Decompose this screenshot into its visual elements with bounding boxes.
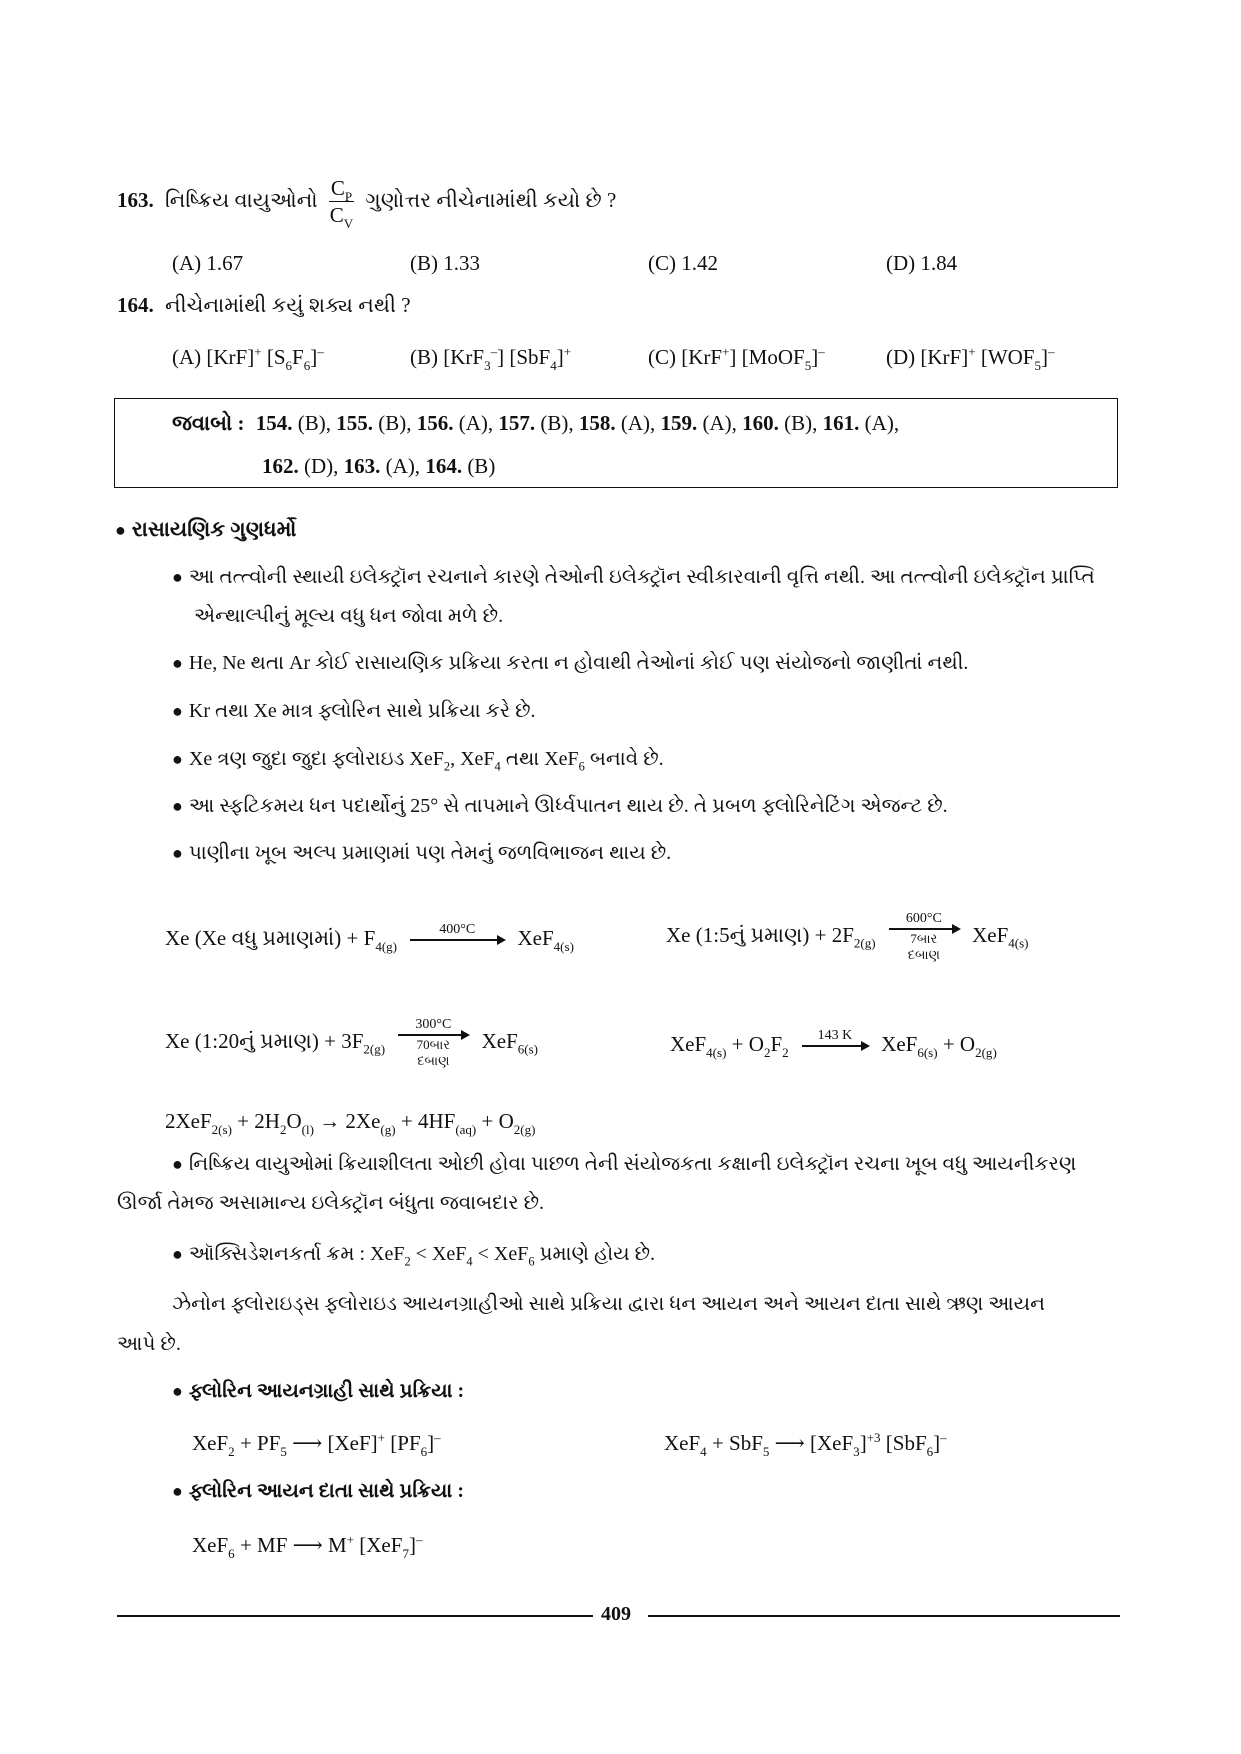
equation-6: $XeF_2 + PF_5$ ⟶ [XeF]+ $[PF_6]^-$ — [192, 1430, 441, 1459]
cp-cv-fraction: $\frac{C_P}{C_V}$ — [329, 176, 354, 231]
option-b: (B) [KrF$_3$–] [SbF$_4$]+ — [410, 344, 572, 373]
paragraph-line: આપે છે. — [117, 1333, 181, 1355]
option-d: (D) 1.84 — [886, 251, 958, 275]
bullet-icon: ● — [172, 1244, 183, 1264]
equation-8: XeF$_6$ + MF ⟶ M+ [XeF$_7$]– — [192, 1532, 423, 1561]
equation-5: $2XeF_{2(s)} + 2H_2O_{(l)} \to 2Xe_{(g)} + 4HF_{(aq)} + O_{2(g)}$ — [165, 1109, 536, 1137]
equation-7: XeF$_4$ + SbF$_5$ ⟶ $[XeF_3]^{+3}$ [SbF$_6$]– — [664, 1430, 947, 1459]
equation-1: Xe (Xe વધુ પ્રમાણમાં) + $F_{4(g)}$ 400°C XeF$_{4(s)}$ — [165, 918, 574, 958]
answer-key-line-2: 162. (D), 163. (A), 164. (B) — [262, 454, 496, 478]
question-163 — [117, 176, 617, 231]
bullet-icon: ● — [172, 749, 183, 769]
equation-4: $XeF_{4(s)} + O_2F_2$ 143 K $XeF_{6(s)} + O_{2(g)}$ — [670, 1024, 997, 1064]
option-d: (D) [KrF]+ $[WOF_5]^-$ — [886, 344, 1055, 373]
reaction-arrow: 400°C — [410, 923, 504, 957]
bullet-icon: ● — [172, 701, 183, 721]
bullet-icon: ● — [172, 796, 183, 816]
reaction-arrow: 300°C 70બાર દબાણ — [398, 1018, 468, 1068]
question-164 — [117, 290, 411, 320]
bullet-item: ● આ તત્ત્વોની સ્થાયી ઇલેક્ટ્રૉન રચનાને કારણે તેઓની ઇલેક્ટ્રૉન સ્વીકારવાની વૃત્તિ નથી. આ તત્ત્વોની ઇલેક્ટ્રૉન પ્રાપ્તિ — [172, 566, 1095, 588]
option-c: (C) [KrF+] [MoOF$_5$]– — [648, 344, 825, 373]
bullet-icon: ● — [172, 567, 183, 587]
equation-2: Xe (1:5નું પ્રમાણ) + $2F_{2(g)}$ 600°C 7બાર દબાણ XeF$_{4(s)}$ — [666, 911, 1029, 962]
reaction-arrow: 600°C 7બાર દબાણ — [889, 912, 959, 962]
bullet-icon: ● — [172, 843, 183, 863]
question-text: નિષ્ક્રિય વાયુઓનો — [165, 187, 318, 212]
question-number: 163. — [117, 187, 154, 212]
bullet-item: ● Kr તથા Xe માત્ર ફ્લોરિન સાથે પ્રક્રિયા કરે છે. — [172, 700, 536, 722]
equation-3: Xe (1:20નું પ્રમાણ) + $3F_{2(g)}$ 300°C 70બાર દબાણ XeF$_{6(s)}$ — [165, 1017, 538, 1068]
footer-rule-left — [117, 1615, 593, 1617]
bullet-icon: ● — [172, 1154, 183, 1174]
bullet-item: ● He, Ne થતા Ar કોઈ રાસાયણિક પ્રક્રિયા કરતા ન હોવાથી તેઓનાં કોઈ પણ સંયોજનો જાણીતાં નથી. — [172, 652, 969, 674]
bullet-item: ● Xe ત્રણ જુદા જુદા ફ્લોરાઇડ XeF$_2$, XeF$_4$ તથા XeF$_6$ બનાવે છે. — [172, 748, 664, 774]
bullet-item: ● પાણીના ખૂબ અલ્પ પ્રમાણમાં પણ તેમનું જળવિભાજન થાય છે. — [172, 842, 672, 864]
question-text: ગુણોત્તર નીચેનામાંથી કયો છે ? — [365, 187, 617, 212]
subheading: ● ફ્લોરિન આયન દાતા સાથે પ્રક્રિયા : — [172, 1480, 464, 1502]
subheading: ● ફ્લોરિન આયનગ્રાહી સાથે પ્રક્રિયા : — [172, 1380, 465, 1402]
reaction-arrow: 143 K — [802, 1029, 868, 1063]
option-b: (B) 1.33 — [410, 251, 480, 275]
paragraph-line: ● નિષ્ક્રિય વાયુઓમાં ક્રિયાશીલતા ઓછી હોવા પાછળ તેની સંયોજકતા કક્ષાની ઇલેક્ટ્રૉન રચના ખૂબ વધુ આયનીકરણ — [172, 1153, 1077, 1175]
page-number: 409 — [601, 1603, 631, 1625]
option-a: (A) 1.67 — [172, 251, 244, 275]
question-number: 164. — [117, 293, 154, 317]
answer-label: જવાબો : — [172, 411, 245, 435]
option-c: (C) 1.42 — [648, 251, 718, 275]
answer-key-line-1: જવાબો : 154. (B), 155. (B), 156. (A), 157. (B), 158. (A), 159. (A), 160. (B), 161. (A), — [172, 411, 900, 435]
bullet-icon: ● — [172, 653, 183, 673]
bullet-icon: ● — [172, 1381, 183, 1401]
paragraph-line: ઝેનોન ફ્લોરાઇડ્સ ફ્લોરાઇડ આયનગ્રાહીઓ સાથે પ્રક્રિયા દ્વારા ધન આયન અને આયન દાતા સાથે ઋણ આયન — [172, 1293, 1045, 1315]
section-heading: ● રાસાયણિક ગુણધર્મો — [115, 517, 297, 541]
paragraph-line: ઊર્જા તેમજ અસામાન્ય ઇલેક્ટ્રૉન બંધુતા જવાબદાર છે. — [117, 1192, 545, 1214]
footer-rule-right — [648, 1615, 1120, 1617]
bullet-item-continuation: એન્થાલ્પીનું મૂલ્ય વધુ ધન જોવા મળે છે. — [194, 605, 504, 627]
option-a: (A) [KrF]+ $[S_6F_6]^-$ — [172, 344, 324, 373]
bullet-item: ● આ સ્ફટિકમય ધન પદાર્થોનું 25° સે તાપમાને ઊર્ધ્વપાતન થાય છે. તે પ્રબળ ફ્લોરિનેટિંગ એજન્ટ છે. — [172, 795, 948, 817]
bullet-icon: ● — [115, 520, 126, 540]
oxidation-order: ● ઑક્સિડેશનકર્તા ક્રમ : XeF$_2$ < XeF$_4$ < XeF$_6$ પ્રમાણે હોય છે. — [172, 1243, 656, 1269]
question-text: નીચેનામાંથી કયું શક્ય નથી ? — [165, 293, 411, 317]
bullet-icon: ● — [172, 1481, 183, 1501]
